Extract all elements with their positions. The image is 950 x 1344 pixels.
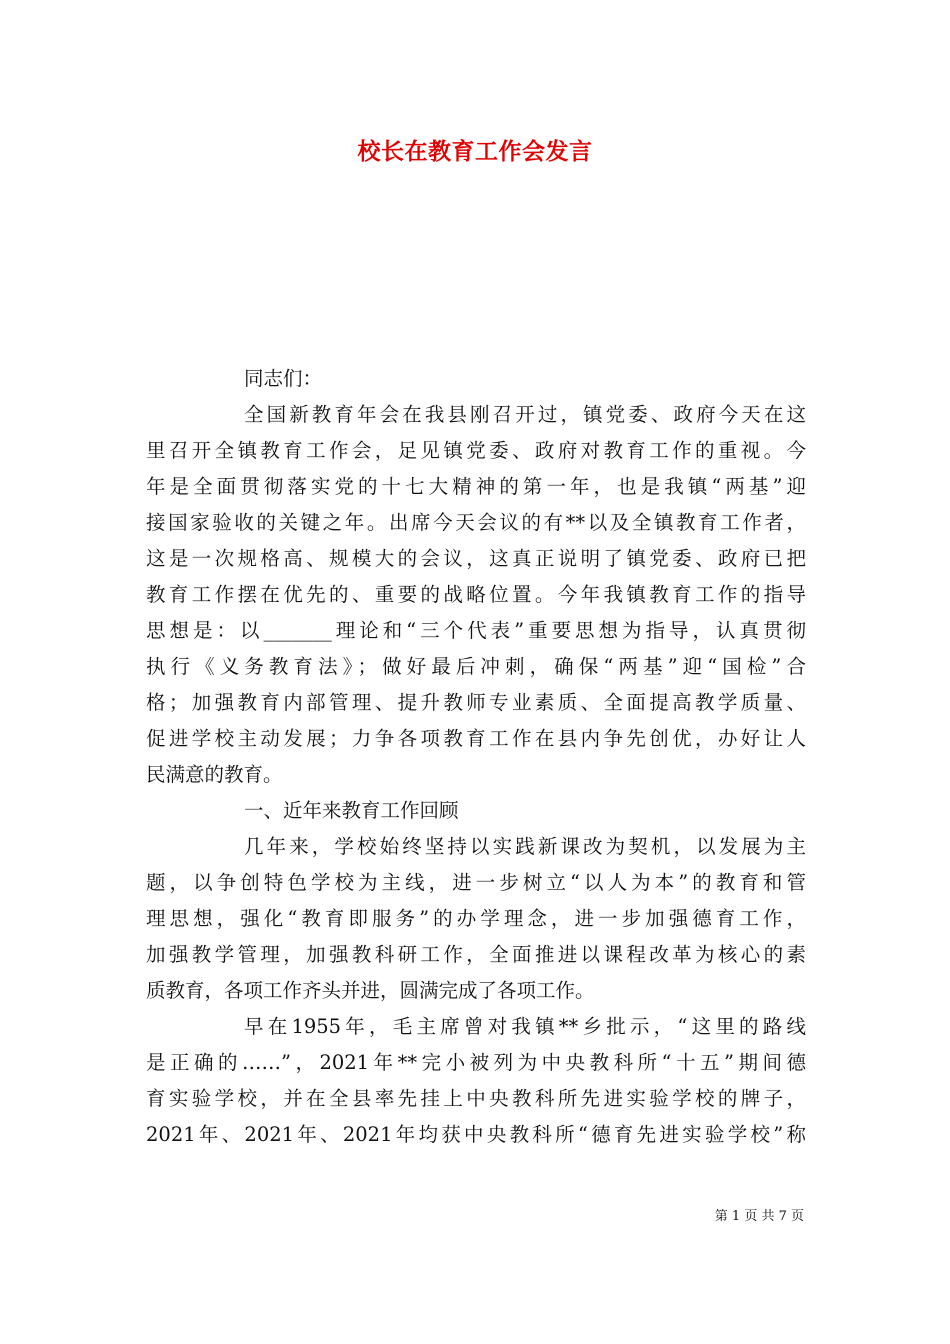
paragraph-line: 接国家验收的关键之年。出席今天会议的有**以及全镇教育工作者， [146,511,806,534]
paragraph-line: 年是全面贯彻落实党的十七大精神的第一年，也是我镇“两基”迎 [146,475,806,498]
paragraph-line: 理思想，强化“教育即服务”的办学理念，进一步加强德育工作， [146,907,806,930]
paragraph-line: 题，以争创特色学校为主线，进一步树立“以人为本”的教育和管 [146,871,806,894]
paragraph-line: 早在1955年，毛主席曾对我镇**乡批示，“这里的路线 [244,1015,806,1038]
paragraph-line: 教育工作摆在优先的、重要的战略位置。今年我镇教育工作的指导 [146,583,806,606]
paragraph-line: 格；加强教育内部管理、提升教师专业素质、全面提高教学质量、 [146,691,806,714]
paragraph-line: 这是一次规格高、规模大的会议，这真正说明了镇党委、政府已把 [146,547,806,570]
section-heading: 一、近年来教育工作回顾 [244,799,459,822]
salutation: 同志们： [244,367,323,390]
paragraph-line: 思想是：以_______理论和“三个代表”重要思想为指导，认真贯彻 [146,619,806,642]
paragraph-line: 全国新教育年会在我县刚召开过，镇党委、政府今天在这 [244,403,806,426]
paragraph-line: 是正确的……”，2021年**完小被列为中央教科所“十五”期间德 [146,1051,806,1074]
paragraph-line: 加强教学管理，加强教科研工作，全面推进以课程改革为核心的素 [146,943,806,966]
page-number-footer: 第 1 页 共 7 页 [714,1209,804,1224]
document-body [146,361,806,1153]
paragraph-line: 民满意的教育。 [146,763,283,786]
paragraph-line: 促进学校主动发展；力争各项教育工作在县内争先创优，办好让人 [146,727,806,750]
paragraph-line: 几年来，学校始终坚持以实践新课改为契机，以发展为主 [244,835,806,858]
paragraph-line: 执行《义务教育法》；做好最后冲刺，确保“两基”迎“国检”合 [146,655,806,678]
paragraph-line: 质教育，各项工作齐头并进，圆满完成了各项工作。 [146,979,595,1002]
paragraph-line: 里召开全镇教育工作会，足见镇党委、政府对教育工作的重视。今 [146,439,806,462]
paragraph-line: 2021年、2021年、2021年均获中央教科所“德育先进实验学校”称 [146,1123,806,1146]
document-title: 校长在教育工作会发言 [357,138,593,165]
paragraph-line: 育实验学校，并在全县率先挂上中央教科所先进实验学校的牌子， [146,1087,806,1110]
